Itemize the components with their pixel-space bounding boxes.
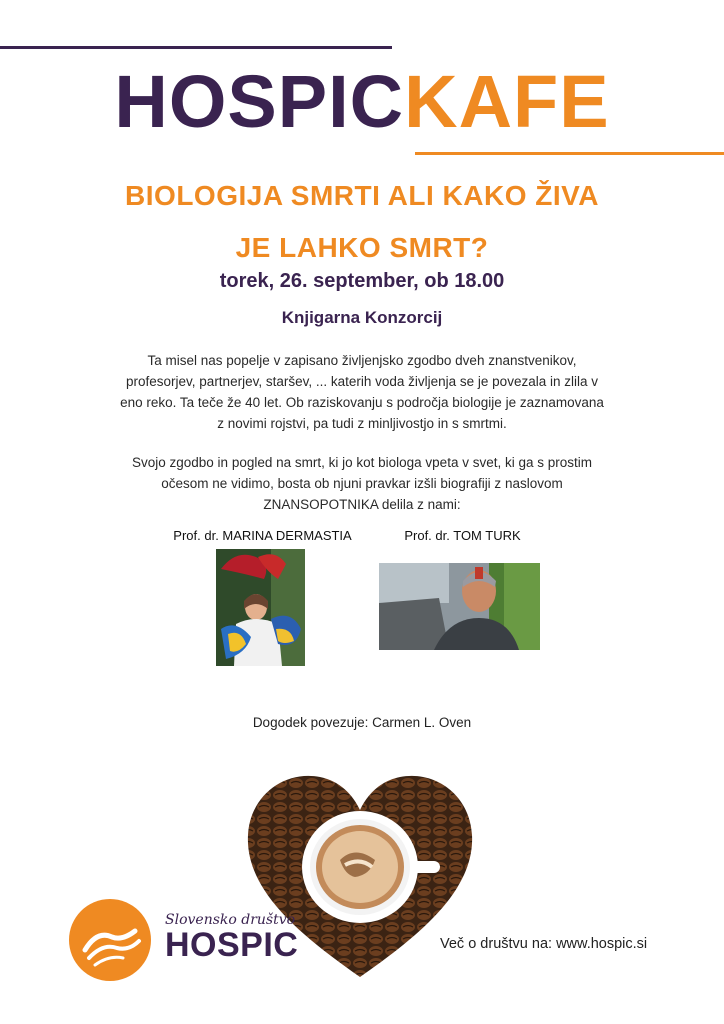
more-info-label: Več o društvu na: xyxy=(440,936,553,952)
brand-title-part2: KAFE xyxy=(404,60,610,143)
description-paragraph-1 xyxy=(90,350,634,434)
description-line: Svojo zgodbo in pogled na smrt, ki jo kot biologa vpeta v svet, ki ga s prostim xyxy=(132,455,592,470)
description-line: očesom ne vidimo, bosta ob njuni pravkar izšli biografiji z naslovom xyxy=(161,476,563,491)
more-info xyxy=(440,936,647,952)
brand-title xyxy=(0,62,724,142)
organization-tagline: Slovensko društvo xyxy=(165,912,296,928)
description-line: ZNANSOPOTNIKA delila z nami: xyxy=(263,497,461,512)
speaker-2-photo xyxy=(379,563,540,650)
event-date: torek, 26. september, ob 18.00 xyxy=(219,270,505,292)
bottom-divider xyxy=(415,152,724,155)
speaker-1-name: Prof. dr. MARINA DERMASTIA xyxy=(173,528,352,543)
organization-name: HOSPIC xyxy=(165,926,299,964)
description-line: profesorjev, partnerjev, staršev, ... katerih voda življenja se je povezala in zlila v xyxy=(126,374,598,389)
speaker-1-photo xyxy=(216,549,305,666)
speaker-2-photo-art xyxy=(379,563,540,650)
event-venue: Knjigarna Konzorcij xyxy=(281,308,443,327)
event-title xyxy=(40,170,684,274)
description-paragraph-2 xyxy=(90,452,634,515)
description-line: Ta misel nas popelje v zapisano življenjsko zgodbo dveh znanstvenikov, xyxy=(147,353,577,368)
moderator-line: Dogodek povezuje: Carmen L. Oven xyxy=(252,715,472,730)
hospic-logo-icon xyxy=(67,895,162,985)
top-divider xyxy=(0,46,392,49)
event-title-line2: JE LAHKO SMRT? xyxy=(235,232,489,263)
speaker-1-photo-art xyxy=(216,549,305,666)
description-line: z novimi rojstvi, pa tudi z minljivostjo in s smrtmi. xyxy=(217,416,507,431)
description-line: eno reko. Ta teče že 40 let. Ob raziskovanju s področja biologije je zaznamovana xyxy=(120,395,604,410)
speaker-2-name: Prof. dr. TOM TURK xyxy=(404,528,521,543)
event-title-line1: BIOLOGIJA SMRTI ALI KAKO ŽIVA xyxy=(125,180,599,211)
brand-title-part1: HOSPIC xyxy=(114,60,405,143)
website-link[interactable]: www.hospic.si xyxy=(556,936,648,952)
